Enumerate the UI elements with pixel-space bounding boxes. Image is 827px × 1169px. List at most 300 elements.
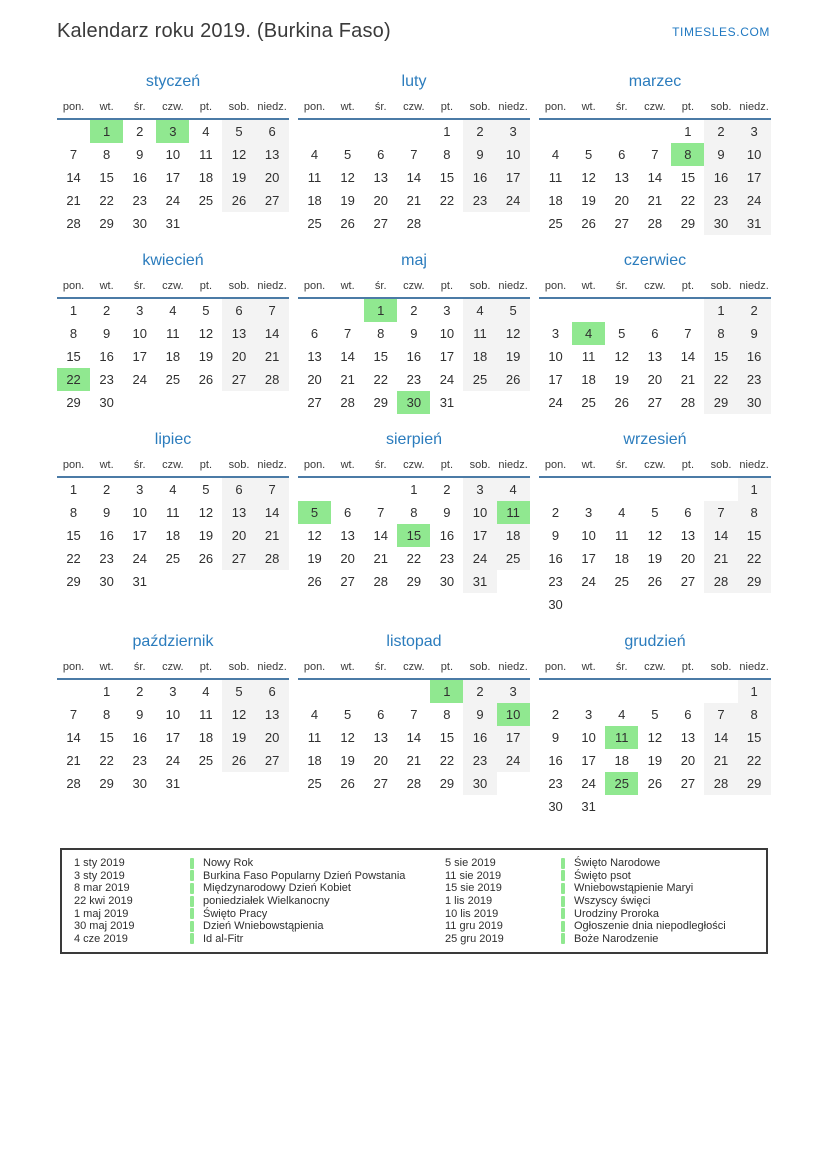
- month-days-grid: [298, 299, 530, 414]
- day-cell: 25: [605, 772, 638, 795]
- day-cell: 9: [410, 326, 418, 341]
- day-cell: [638, 795, 671, 818]
- day-cell: 28: [647, 216, 663, 231]
- day-cell: [605, 795, 638, 818]
- holiday-marker-icon: [190, 870, 194, 881]
- day-cell: 29: [738, 570, 771, 593]
- day-cell: 8: [410, 505, 418, 520]
- day-cell: 30: [548, 597, 563, 612]
- day-cell: 22: [439, 753, 455, 768]
- day-cell: 31: [738, 212, 771, 235]
- day-cell: 17: [463, 524, 496, 547]
- day-cell: 8: [738, 703, 771, 726]
- weekday-header: czw.: [162, 459, 184, 471]
- day-cell: [189, 570, 222, 593]
- day-cell: 14: [256, 501, 289, 524]
- legend-date: 4 cze 2019: [74, 932, 128, 945]
- day-cell: 13: [340, 528, 355, 543]
- day-cell: 2: [551, 505, 560, 520]
- day-cell: 21: [647, 193, 663, 208]
- weekday-header: sob.: [228, 459, 250, 471]
- weekday-header: wt.: [99, 459, 114, 471]
- day-cell: 23: [704, 189, 737, 212]
- weekday-header: wt.: [581, 280, 596, 292]
- day-cell: 12: [198, 326, 214, 341]
- weekday-header-row: [298, 458, 530, 478]
- day-cell: [671, 680, 704, 703]
- day-cell: 30: [738, 391, 771, 414]
- day-cell: 9: [136, 707, 144, 722]
- day-cell: 17: [497, 726, 530, 749]
- weekday-header: niedz.: [739, 101, 769, 113]
- legend-row: [74, 895, 445, 908]
- day-cell: 13: [307, 349, 322, 364]
- month-title[interactable]: październik: [132, 633, 214, 650]
- day-cell: 6: [377, 707, 385, 722]
- day-cell: 4: [551, 147, 560, 162]
- day-cell: 3: [169, 684, 177, 699]
- legend-holiday-name: poniedziałek Wielkanocny: [203, 895, 330, 908]
- weekday-header: wt.: [340, 280, 355, 292]
- weekday-header: pt.: [199, 101, 213, 113]
- month-title[interactable]: marzec: [628, 73, 682, 90]
- day-cell: 18: [307, 193, 322, 208]
- weekday-header: wt.: [340, 661, 355, 673]
- legend-holiday-name: Nowy Rok: [203, 857, 254, 870]
- weekday-header: czw.: [644, 280, 666, 292]
- weekday-header: czw.: [644, 661, 666, 673]
- legend-row: [74, 857, 445, 870]
- day-cell: [704, 478, 737, 501]
- day-cell: 30: [132, 216, 147, 231]
- day-cell: 8: [103, 707, 111, 722]
- day-cell: [638, 680, 671, 703]
- day-cell: [497, 570, 530, 593]
- day-cell: [704, 795, 737, 818]
- day-cell: 2: [551, 707, 560, 722]
- year-calendar-grid: [57, 73, 772, 818]
- day-cell: 9: [103, 505, 111, 520]
- month-days-grid: [539, 680, 771, 818]
- day-cell: 6: [310, 326, 319, 341]
- day-cell: 14: [704, 726, 737, 749]
- day-cell: 18: [198, 170, 214, 185]
- weekday-header: czw.: [403, 101, 425, 113]
- day-cell: [704, 680, 737, 703]
- month-title[interactable]: styczeń: [145, 73, 201, 90]
- day-cell: 4: [618, 707, 626, 722]
- day-cell: 25: [614, 574, 629, 589]
- day-cell: 31: [165, 216, 181, 231]
- legend-holiday-name: Urodziny Proroka: [574, 907, 659, 920]
- day-cell: 17: [548, 372, 563, 387]
- day-cell: 16: [548, 753, 563, 768]
- day-cell: 4: [618, 505, 626, 520]
- day-cell: 18: [548, 193, 563, 208]
- weekday-header: niedz.: [739, 280, 769, 292]
- weekday-header: pt.: [681, 459, 695, 471]
- day-cell: 15: [373, 349, 388, 364]
- day-cell: 22: [680, 193, 696, 208]
- day-cell: 3: [585, 505, 593, 520]
- weekday-header: niedz.: [498, 280, 528, 292]
- day-cell: 2: [136, 684, 144, 699]
- day-cell: 1: [704, 299, 737, 322]
- legend-holiday-name: Boże Narodzenie: [574, 932, 659, 945]
- day-cell: 5: [344, 707, 352, 722]
- month-calendar: [57, 252, 289, 414]
- weekday-header: wt.: [99, 101, 114, 113]
- weekday-header: czw.: [162, 280, 184, 292]
- day-cell: 1: [738, 478, 771, 501]
- day-cell: 18: [497, 524, 530, 547]
- weekday-header-row: [298, 660, 530, 680]
- holiday-marker-icon: [561, 870, 565, 881]
- day-cell: [298, 120, 331, 143]
- day-cell: 1: [443, 124, 451, 139]
- holiday-legend: [60, 848, 768, 954]
- day-cell: [463, 391, 496, 414]
- day-cell: 31: [463, 570, 496, 593]
- day-cell: 31: [132, 574, 147, 589]
- day-cell: 27: [680, 776, 696, 791]
- month-title[interactable]: grudzień: [624, 633, 686, 650]
- day-cell: [298, 478, 331, 501]
- day-cell: 4: [310, 147, 319, 162]
- weekday-header-row: [539, 279, 771, 299]
- day-cell: 24: [132, 551, 147, 566]
- day-cell: 13: [373, 170, 388, 185]
- day-cell: 30: [397, 391, 430, 414]
- legend-row: [445, 870, 766, 883]
- day-cell: [638, 478, 671, 501]
- day-cell: 27: [680, 574, 696, 589]
- day-cell: 25: [548, 216, 563, 231]
- day-cell: 14: [256, 322, 289, 345]
- day-cell: 6: [256, 120, 289, 143]
- day-cell: 17: [581, 753, 596, 768]
- day-cell: 20: [373, 753, 388, 768]
- legend-row: [445, 933, 766, 946]
- legend-row: [445, 882, 766, 895]
- day-cell: [638, 120, 671, 143]
- weekday-header-row: [298, 100, 530, 120]
- day-cell: 20: [222, 524, 255, 547]
- day-cell: 25: [581, 395, 596, 410]
- weekday-header: czw.: [644, 101, 666, 113]
- holiday-marker-icon: [190, 933, 194, 944]
- day-cell: [539, 478, 572, 501]
- day-cell: [331, 478, 364, 501]
- day-cell: 22: [57, 368, 90, 391]
- day-cell: 7: [704, 501, 737, 524]
- legend-date: 5 sie 2019: [445, 857, 496, 870]
- day-cell: 12: [222, 703, 255, 726]
- weekday-header: pon.: [62, 101, 85, 113]
- day-cell: 23: [99, 551, 114, 566]
- legend-row: [445, 920, 766, 933]
- day-cell: 22: [99, 193, 114, 208]
- weekday-header: wt.: [581, 459, 596, 471]
- day-cell: 6: [222, 478, 255, 501]
- weekday-header: niedz.: [498, 101, 528, 113]
- day-cell: 16: [132, 170, 147, 185]
- day-cell: [222, 772, 255, 795]
- day-cell: 23: [406, 372, 422, 387]
- holiday-marker-icon: [190, 896, 194, 907]
- weekday-header: wt.: [581, 101, 596, 113]
- day-cell: 30: [99, 395, 114, 410]
- day-cell: 7: [69, 707, 78, 722]
- day-cell: [57, 120, 90, 143]
- day-cell: [397, 120, 430, 143]
- day-cell: 29: [373, 395, 388, 410]
- day-cell: 2: [704, 120, 737, 143]
- day-cell: 10: [581, 528, 596, 543]
- legend-holiday-name: Wszyscy święci: [574, 895, 651, 908]
- month-title[interactable]: luty: [401, 73, 427, 90]
- weekday-header: śr.: [133, 459, 146, 471]
- weekday-header: niedz.: [257, 459, 287, 471]
- legend-date: 30 maj 2019: [74, 920, 135, 933]
- day-cell: 27: [373, 216, 388, 231]
- day-cell: 9: [136, 147, 144, 162]
- weekday-header: pon.: [62, 459, 85, 471]
- day-cell: 14: [406, 170, 422, 185]
- month-calendar: [298, 252, 530, 414]
- day-cell: [572, 680, 605, 703]
- day-cell: 1: [69, 303, 78, 318]
- day-cell: 9: [551, 528, 560, 543]
- month-calendar: [298, 633, 530, 818]
- month-days-grid: [539, 120, 771, 235]
- day-cell: 24: [439, 372, 455, 387]
- day-cell: 9: [738, 322, 771, 345]
- day-cell: 6: [344, 505, 352, 520]
- site-link[interactable]: TIMESLES.COM: [672, 25, 770, 39]
- day-cell: [738, 795, 771, 818]
- day-cell: [671, 795, 704, 818]
- day-cell: 9: [463, 143, 496, 166]
- day-cell: [539, 680, 572, 703]
- day-cell: 2: [443, 482, 451, 497]
- day-cell: 11: [199, 707, 213, 722]
- day-cell: 13: [222, 322, 255, 345]
- day-cell: 8: [103, 147, 111, 162]
- day-cell: 1: [410, 482, 418, 497]
- day-cell: 1: [90, 120, 123, 143]
- holiday-marker-icon: [561, 896, 565, 907]
- weekday-header: pt.: [681, 280, 695, 292]
- holiday-marker-icon: [561, 921, 565, 932]
- legend-date: 10 lis 2019: [445, 907, 499, 920]
- day-cell: [497, 772, 530, 795]
- day-cell: 19: [647, 753, 663, 768]
- weekday-header-row: [57, 279, 289, 299]
- day-cell: 24: [132, 372, 147, 387]
- day-cell: 7: [377, 505, 385, 520]
- day-cell: 21: [704, 749, 737, 772]
- day-cell: 20: [373, 193, 388, 208]
- day-cell: 12: [647, 730, 663, 745]
- day-cell: 10: [132, 505, 147, 520]
- day-cell: 23: [463, 749, 496, 772]
- weekday-header: niedz.: [739, 459, 769, 471]
- day-cell: [605, 680, 638, 703]
- month-title[interactable]: wrzesień: [623, 431, 687, 448]
- day-cell: 7: [344, 326, 352, 341]
- day-cell: 13: [256, 143, 289, 166]
- weekday-header: pon.: [544, 101, 567, 113]
- legend-date: 22 kwi 2019: [74, 895, 133, 908]
- day-cell: [156, 570, 189, 593]
- weekday-header: czw.: [403, 459, 425, 471]
- day-cell: [298, 299, 331, 322]
- day-cell: [738, 593, 771, 616]
- day-cell: 21: [66, 753, 81, 768]
- day-cell: 14: [704, 524, 737, 547]
- day-cell: 9: [704, 143, 737, 166]
- weekday-header-row: [539, 660, 771, 680]
- month-title[interactable]: kwiecień: [142, 252, 204, 269]
- day-cell: 7: [651, 147, 659, 162]
- legend-date: 11 gru 2019: [445, 920, 503, 933]
- day-cell: [605, 120, 638, 143]
- weekday-header: śr.: [374, 459, 387, 471]
- day-cell: 21: [66, 193, 81, 208]
- day-cell: 25: [497, 547, 530, 570]
- weekday-header: pt.: [440, 459, 454, 471]
- weekday-header: wt.: [581, 661, 596, 673]
- day-cell: 26: [307, 574, 322, 589]
- legend-date: 1 maj 2019: [74, 907, 129, 920]
- weekday-header: sob.: [710, 459, 732, 471]
- month-calendar: [298, 73, 530, 235]
- weekday-header: sob.: [710, 101, 732, 113]
- day-cell: 4: [169, 482, 177, 497]
- day-cell: [331, 680, 364, 703]
- weekday-header: wt.: [340, 101, 355, 113]
- weekday-header: pon.: [303, 280, 326, 292]
- legend-date: 25 gru 2019: [445, 932, 504, 945]
- legend-row: [445, 907, 766, 920]
- day-cell: 26: [340, 216, 355, 231]
- weekday-header: czw.: [644, 459, 666, 471]
- day-cell: 17: [738, 166, 771, 189]
- day-cell: [671, 593, 704, 616]
- day-cell: 29: [99, 776, 114, 791]
- day-cell: [671, 478, 704, 501]
- day-cell: [189, 212, 222, 235]
- day-cell: 5: [222, 120, 255, 143]
- day-cell: 29: [66, 574, 81, 589]
- day-cell: 25: [463, 368, 496, 391]
- weekday-header: pt.: [681, 101, 695, 113]
- day-cell: 5: [618, 326, 626, 341]
- month-calendar: [539, 252, 771, 414]
- day-cell: 15: [397, 524, 430, 547]
- weekday-header-row: [539, 100, 771, 120]
- day-cell: [397, 680, 430, 703]
- day-cell: 28: [66, 776, 81, 791]
- day-cell: 20: [340, 551, 355, 566]
- day-cell: 8: [377, 326, 385, 341]
- weekday-header-row: [57, 458, 289, 478]
- day-cell: 3: [497, 680, 530, 703]
- month-title[interactable]: lipiec: [154, 431, 192, 448]
- day-cell: 4: [310, 707, 319, 722]
- weekday-header-row: [298, 279, 530, 299]
- day-cell: 16: [463, 166, 496, 189]
- day-cell: 5: [651, 505, 659, 520]
- day-cell: 3: [463, 478, 496, 501]
- month-title[interactable]: maj: [401, 252, 427, 269]
- day-cell: 27: [340, 574, 355, 589]
- weekday-header: sob.: [228, 661, 250, 673]
- holiday-marker-icon: [561, 883, 565, 894]
- month-title[interactable]: listopad: [386, 633, 442, 650]
- day-cell: 14: [373, 528, 388, 543]
- day-cell: 11: [307, 730, 322, 745]
- month-title[interactable]: czerwiec: [623, 252, 687, 269]
- weekday-header: pt.: [440, 280, 454, 292]
- month-title[interactable]: sierpień: [385, 431, 443, 448]
- weekday-header: pt.: [199, 280, 213, 292]
- day-cell: 29: [680, 216, 696, 231]
- day-cell: 14: [66, 730, 81, 745]
- legend-date: 3 sty 2019: [74, 869, 125, 882]
- weekday-header-row: [539, 458, 771, 478]
- day-cell: [364, 120, 397, 143]
- day-cell: [572, 593, 605, 616]
- day-cell: 26: [497, 368, 530, 391]
- day-cell: 8: [69, 326, 78, 341]
- weekday-header: pon.: [544, 459, 567, 471]
- day-cell: 8: [738, 501, 771, 524]
- holiday-marker-icon: [190, 908, 194, 919]
- day-cell: 11: [497, 501, 530, 524]
- day-cell: 22: [99, 753, 114, 768]
- day-cell: 26: [222, 749, 255, 772]
- day-cell: 18: [581, 372, 596, 387]
- day-cell: [671, 299, 704, 322]
- day-cell: 12: [497, 322, 530, 345]
- day-cell: 28: [66, 216, 81, 231]
- day-cell: 21: [340, 372, 355, 387]
- day-cell: [539, 299, 572, 322]
- weekday-header: śr.: [615, 459, 628, 471]
- day-cell: [497, 212, 530, 235]
- day-cell: 14: [680, 349, 696, 364]
- weekday-header: śr.: [615, 101, 628, 113]
- holiday-marker-icon: [561, 933, 565, 944]
- day-cell: [638, 299, 671, 322]
- day-cell: 4: [572, 322, 605, 345]
- day-cell: 25: [198, 753, 214, 768]
- day-cell: 2: [463, 120, 496, 143]
- day-cell: 16: [406, 349, 422, 364]
- day-cell: 15: [704, 345, 737, 368]
- legend-row: [74, 870, 445, 883]
- month-calendar: [298, 431, 530, 616]
- day-cell: 22: [738, 749, 771, 772]
- day-cell: 14: [340, 349, 355, 364]
- day-cell: [189, 772, 222, 795]
- month-calendar: [539, 633, 771, 818]
- day-cell: 6: [684, 505, 692, 520]
- weekday-header: niedz.: [739, 661, 769, 673]
- day-cell: 21: [406, 193, 422, 208]
